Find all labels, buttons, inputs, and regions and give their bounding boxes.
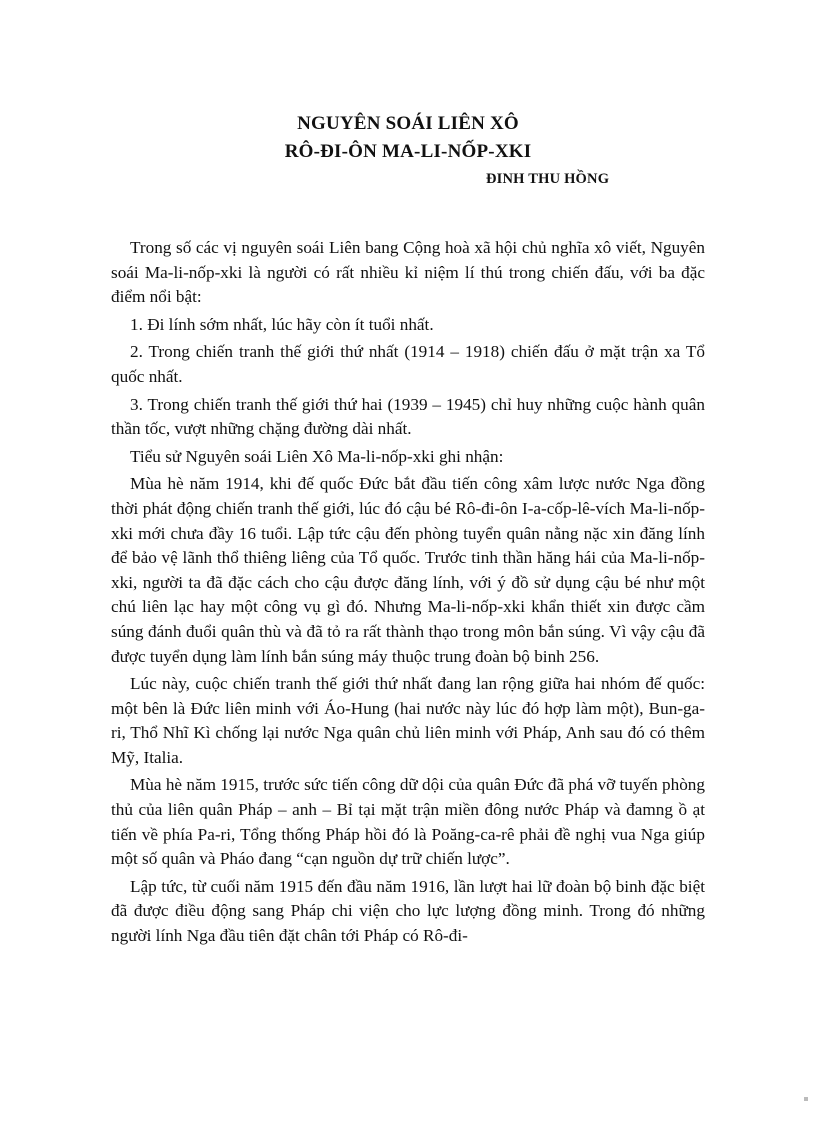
paragraph-1916: Lập tức, từ cuối năm 1915 đến đầu năm 1916, lần lượt hai lữ đoàn bộ binh đặc biệt đã được điều động sang Pháp chi viện cho lực lượng đồng minh. Trong đó những người lính Nga đầu tiên đặt chân tới Pháp có Rô-đi- [111, 876, 705, 946]
paragraph-1914: Mùa hè năm 1914, khi đế quốc Đức bắt đầu tiến công xâm lược nước Nga đồng thời phát động chiến tranh thế giới, lúc đó cậu bé Rô-đi-ôn I-a-cốp-lê-vích Ma-li-nốp-xki mới chưa đầy 16 tuổi. Lập tức cậu đến phòng tuyển quân nằng nặc xin đăng lính để bảo vệ lãnh thổ thiêng liêng của Tổ quốc. Trước tinh thần hăng hái của Ma-li-nốp-xki, người ta đã đặc cách cho cậu được đăng lính, với ý đồ sử dụng cậu bé như một chú liên lạc hay một công vụ gì đó. Nhưng Ma-li-nốp-xki khẩn thiết xin được cầm súng đánh đuổi quân thù và đã tỏ ra rất thành thạo trong môn bắn súng. Vì vậy cậu đã được tuyển dụng làm lính bắn súng máy thuộc trung đoàn bộ binh 256. [111, 474, 705, 666]
title-line-2: RÔ-ĐI-ÔN MA-LI-NỐP-XKI [284, 141, 532, 162]
author-name: ĐINH THU HỒNG [486, 171, 610, 187]
paragraph-point-1: 1. Đi lính sớm nhất, lúc hãy còn ít tuổi nhất. [130, 314, 434, 334]
paragraph-intro: Trong số các vị nguyên soái Liên bang Cộng hoà xã hội chủ nghĩa xô viết, Nguyên soái Ma-li-nốp-xki là người có rất nhiều kỉ niệm lí thú trong chiến đấu, với ba đặc điểm nổi bật: [111, 238, 705, 307]
article-body [111, 236, 705, 952]
paragraph-point-3: 3. Trong chiến tranh thế giới thứ hai (1939 – 1945) chỉ huy những cuộc hành quân thần tốc, vượt những chặng đường dài nhất. [111, 394, 705, 439]
paragraph-point-2: 2. Trong chiến tranh thế giới thứ nhất (1914 – 1918) chiến đấu ở mặt trận xa Tổ quốc nhất. [111, 342, 705, 386]
title-line-1: NGUYÊN SOÁI LIÊN XÔ [297, 113, 519, 134]
paragraph-alliances: Lúc này, cuộc chiến tranh thế giới thứ nhất đang lan rộng giữa hai nhóm đế quốc: một bên là Đức liên minh với Áo-Hung (hai nước này lúc đó hợp làm một), Bun-ga-ri, Thổ Nhĩ Kì chống lại nước Nga quân chủ liên minh với Pháp, Anh sau đó có thêm Mỹ, Italia. [111, 674, 705, 767]
page-corner-mark [804, 1097, 808, 1101]
paragraph-1915: Mùa hè năm 1915, trước sức tiến công dữ dội của quân Đức đã phá vỡ tuyến phòng thủ của liên quân Pháp – anh – Bỉ tại mặt trận miền đông nước Pháp và đamng ồ ạt tiến về phía Pa-ri, Tổng thống Pháp hồi đó là Poăng-ca-rê phải đề nghị vua Nga giúp một số quân và Pháo đang “cạn nguồn dự trữ chiến lược”. [111, 775, 705, 869]
paragraph-biography-note: Tiểu sử Nguyên soái Liên Xô Ma-li-nốp-xki ghi nhận: [130, 446, 504, 466]
